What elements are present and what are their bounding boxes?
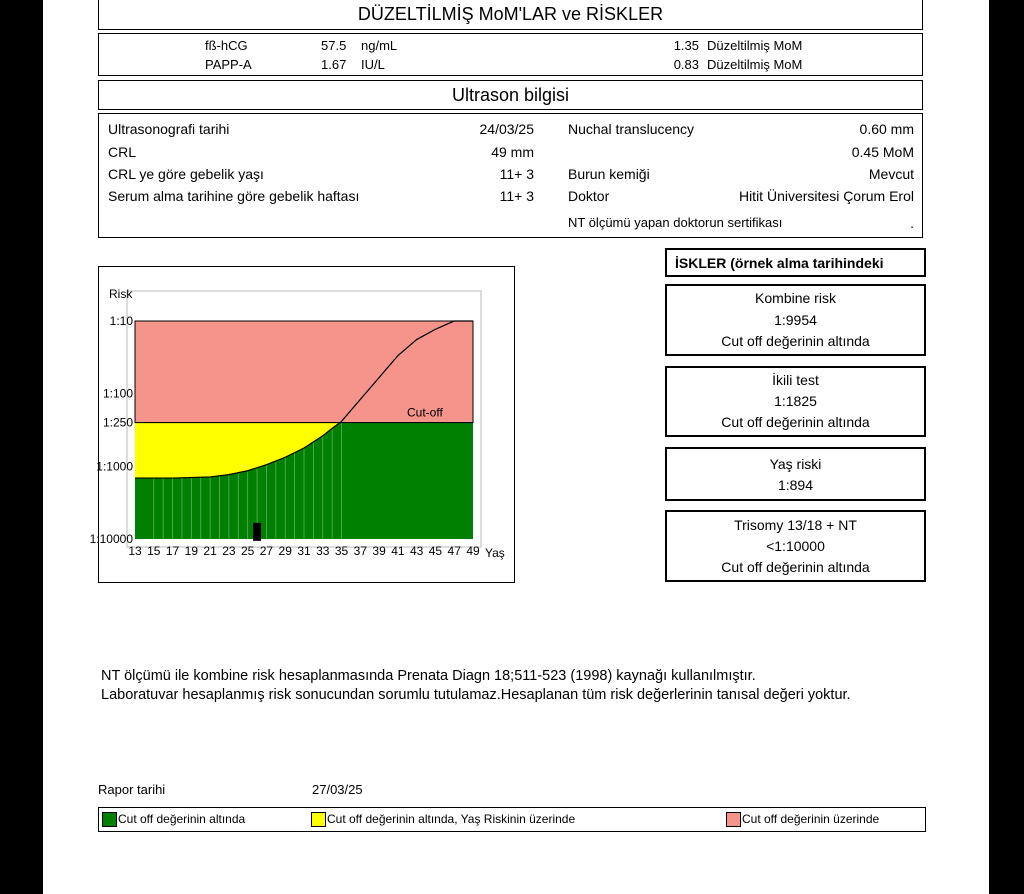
kombine-risk-title: Kombine risk [755, 290, 836, 306]
x-tick-label: 33 [316, 544, 330, 558]
marker-unit: ng/mL [361, 38, 398, 53]
legend-swatch-green [102, 812, 117, 827]
marker-mom: 0.83 [673, 57, 699, 72]
ultrasound-header-box [98, 80, 923, 110]
yas-riski-title: Yaş riski [769, 456, 822, 472]
x-axis-label: Yaş [485, 546, 505, 560]
x-tick-label: 13 [128, 544, 142, 558]
ikili-test-box [665, 366, 926, 437]
us-value: 0.45 MoM [851, 144, 914, 160]
us-value: 0.60 mm [859, 121, 914, 137]
x-tick-label: 39 [372, 544, 386, 558]
us-value: 49 mm [491, 144, 534, 160]
legend-box [98, 807, 926, 832]
markers-box [98, 33, 923, 76]
us-value: . [910, 215, 914, 231]
trisomy-title: Trisomy 13/18 + NT [734, 517, 857, 533]
marker-mom-label: Düzeltilmiş MoM [707, 38, 803, 53]
ultrasound-details-box [98, 113, 923, 238]
x-tick-label: 15 [147, 544, 161, 558]
x-tick-label: 47 [447, 544, 461, 558]
risk-chart-box [89, 266, 515, 583]
risks-title-box [665, 248, 926, 277]
report-date-value: 27/03/25 [312, 782, 363, 797]
x-tick-label: 41 [391, 544, 405, 558]
kombine-risk-status: Cut off değerinin altında [721, 333, 870, 349]
ikili-test-value: 1:1825 [774, 393, 817, 409]
risks-title: İSKLER (örnek alma tarihindeki [675, 255, 884, 271]
legend-label: Cut off değerinin altında, Yaş Riskinin üzerinde [327, 812, 576, 826]
legend-label: Cut off değerinin altında [118, 812, 246, 826]
us-label: NT ölçümü yapan doktorun sertifikası [568, 215, 783, 230]
x-tick-label: 25 [240, 544, 255, 558]
yas-riski-value: 1:894 [777, 477, 814, 493]
x-tick-label: 43 [409, 544, 424, 558]
y-tick-label: 1:10000 [89, 532, 133, 546]
us-value: Mevcut [868, 166, 914, 182]
us-value: 11+ 3 [499, 188, 534, 204]
marker-mom: 1.35 [673, 38, 699, 53]
kombine-risk-box [665, 284, 926, 356]
marker-mom-label: Düzeltilmiş MoM [707, 57, 803, 72]
us-label: Ultrasonografi tarihi [108, 121, 230, 137]
x-tick-label: 17 [165, 544, 180, 558]
x-tick-label: 29 [278, 544, 292, 558]
ultrasound-title: Ultrason bilgisi [451, 85, 570, 105]
us-label: Serum alma tarihine göre gebelik haftası [108, 188, 360, 204]
x-tick-label: 35 [334, 544, 349, 558]
trisomy-box [665, 510, 926, 582]
us-label: CRL [108, 144, 137, 160]
us-value: 11+ 3 [499, 166, 534, 182]
patient-marker [253, 523, 261, 541]
trisomy-value: <1:10000 [766, 538, 825, 554]
x-tick-label: 31 [297, 544, 311, 558]
note-line-1: NT ölçümü ile kombine risk hesaplanmasında Prenata Diagn 18;511-523 (1998) kaynağı kullanılmıştır. [101, 668, 756, 684]
yas-riski-box [665, 447, 926, 501]
us-label: Doktor [568, 188, 610, 204]
cutoff-label: Cut-off [407, 405, 443, 420]
x-tick-label: 37 [353, 544, 368, 558]
trisomy-status: Cut off değerinin altında [721, 559, 870, 575]
ikili-test-title: İkili test [772, 372, 819, 388]
legend-swatch-red [726, 812, 741, 827]
mom-header-title: DÜZELTİLMİŞ MoM'LAR ve RİSKLER [357, 4, 664, 24]
report-date-label: Rapor tarihi [98, 782, 166, 797]
ikili-test-status: Cut off değerinin altında [721, 414, 870, 430]
x-tick-label: 45 [428, 544, 443, 558]
us-label: Burun kemiği [568, 166, 650, 182]
us-value: 24/03/25 [479, 121, 534, 137]
legend-label: Cut off değerinin üzerinde [742, 812, 880, 826]
note-line-2: Laboratuvar hesaplanmış risk sonucundan sorumlu tutulamaz.Hesaplanan tüm risk değerlerinin tanısal değeri yoktur. [101, 687, 851, 703]
us-value: Hitit Üniversitesi Çorum Erol [738, 188, 914, 204]
y-axis-label: Risk [109, 287, 133, 301]
legend-swatch-yellow [311, 812, 326, 827]
kombine-risk-value: 1:9954 [774, 312, 817, 328]
marker-name: fß-hCG [205, 38, 248, 53]
x-tick-label: 23 [222, 544, 236, 558]
mom-header-box [98, 0, 923, 30]
marker-name: PAPP-A [205, 57, 252, 72]
us-label: CRL ye göre gebelik yaşı [108, 166, 264, 182]
x-tick-label: 49 [466, 544, 480, 558]
report-page [43, 0, 989, 894]
us-label: Nuchal translucency [568, 121, 695, 137]
y-tick-label: 1:10 [109, 314, 133, 328]
y-tick-label: 1:1000 [96, 459, 133, 474]
x-tick-label: 21 [203, 544, 217, 558]
y-tick-label: 1:100 [102, 386, 133, 401]
x-tick-label: 19 [184, 544, 199, 558]
marker-value: 57.5 [321, 38, 347, 53]
y-tick-label: 1:250 [102, 415, 133, 430]
risk-chart [89, 267, 514, 582]
marker-value: 1.67 [321, 57, 347, 72]
marker-unit: IU/L [361, 57, 385, 72]
x-tick-label: 27 [259, 544, 274, 558]
